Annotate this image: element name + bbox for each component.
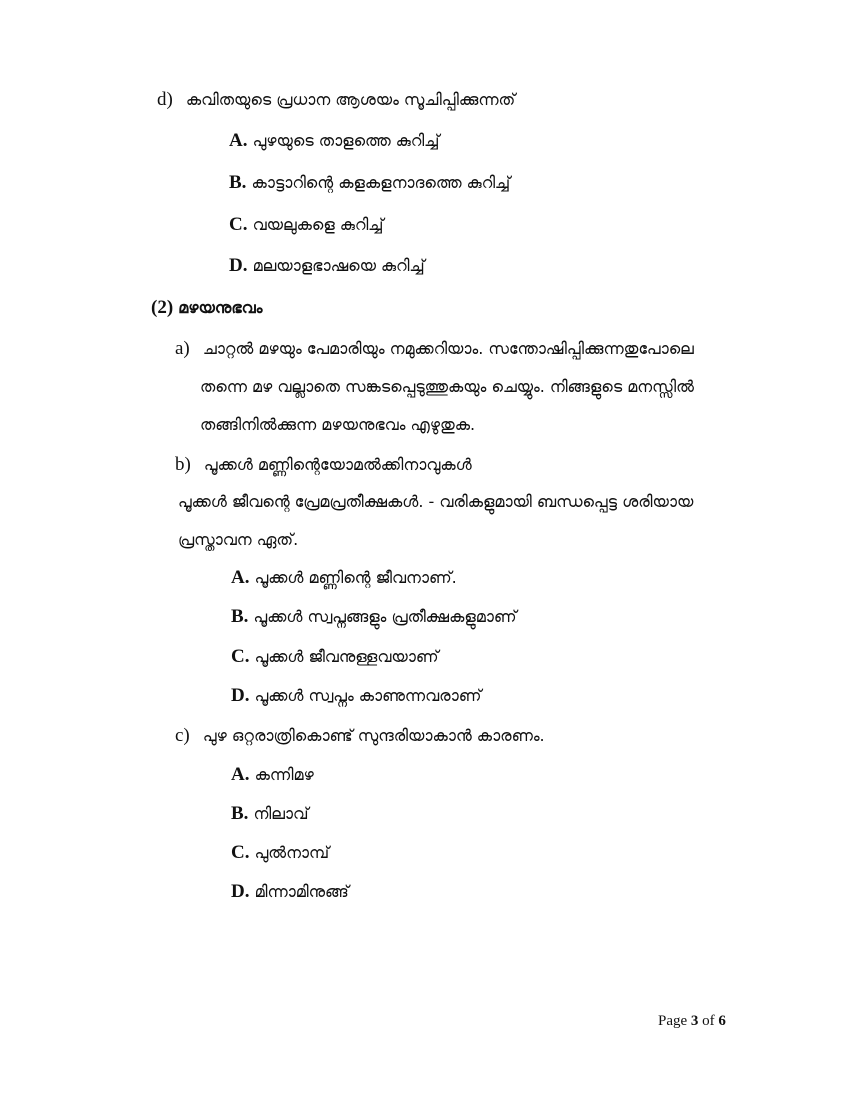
question-text-line: ചാറ്റൽ മഴയും പേമാരിയും നമുക്കറിയാം. സന്തോഷിപ്പിക്കുന്നതുപോലെ [202, 339, 694, 358]
option-label: C. [229, 214, 248, 235]
option-text: പൂക്കൾ മണ്ണിന്റെ ജീവനാണ്. [254, 568, 457, 587]
option-a [229, 131, 439, 151]
option-text: വയലുകളെ കുറിച്ച് [252, 215, 384, 234]
option-label: A. [231, 567, 250, 588]
question-b [175, 455, 472, 475]
section-number: (2) [151, 297, 174, 318]
option-a [231, 568, 457, 588]
option-d [231, 686, 481, 706]
question-text: പുഴ ഒറ്റരാത്രികൊണ്ട് സുന്ദരിയാകാൻ കാരണം. [202, 726, 545, 745]
poem-quote: പൂക്കൾ മണ്ണിന്റെയോമൽക്കിനാവുകൾ [203, 455, 472, 474]
option-text: പുഴയുടെ താളത്തെ കുറിച്ച് [252, 131, 440, 150]
question-label: c) [175, 725, 190, 746]
question-text-line: തങ്ങിനിൽക്കുന്ന മഴയനുഭവം എഴുതുക. [200, 415, 476, 434]
question-label: a) [175, 338, 190, 359]
option-label: B. [231, 606, 249, 627]
page-sep: of [702, 1013, 715, 1029]
question-label: b) [175, 454, 191, 475]
option-b [231, 804, 308, 824]
question-d [157, 90, 515, 110]
option-label: D. [231, 881, 250, 902]
question-a [175, 339, 694, 359]
option-text: പൂക്കൾ ജീവനുള്ളവയാണ് [254, 647, 439, 666]
option-label: C. [231, 646, 250, 667]
option-text: പൂക്കൾ സ്വപ്നം കാണുന്നവരാണ് [254, 686, 482, 705]
question-text-line: തന്നെ മഴ വല്ലാതെ സങ്കടപ്പെടുത്തുകയും ചെയ്യും. നിങ്ങളുടെ മനസ്സിൽ [200, 377, 694, 396]
question-text-line: പൂക്കൾ ജീവന്റെ പ്രേമപ്രതീക്ഷകൾ. - വരികളുമായി ബന്ധപ്പെട്ട ശരിയായ [178, 492, 694, 511]
option-label: A. [231, 764, 250, 785]
option-text: മിന്നാമിനുങ്ങ് [254, 882, 349, 901]
section-title: മഴയനുഭവം [178, 298, 263, 317]
page-current: 3 [690, 1013, 699, 1029]
option-c [231, 647, 439, 667]
section-heading [151, 298, 262, 318]
option-a [231, 765, 314, 785]
question-text-line: പ്രസ്താവന ഏത്. [178, 530, 299, 549]
option-c [229, 215, 383, 235]
option-text: മലയാളഭാഷയെ കുറിച്ച് [252, 256, 425, 275]
question-c [175, 726, 545, 746]
page-number [658, 1013, 726, 1030]
page-prefix: Page [658, 1013, 688, 1029]
option-text: നിലാവ് [253, 804, 309, 823]
option-label: D. [229, 255, 248, 276]
option-text: കന്നിമഴ [254, 765, 314, 784]
option-text: പുൽനാമ്പ് [254, 843, 330, 862]
option-label: D. [231, 685, 250, 706]
question-text: കവിതയുടെ പ്രധാന ആശയം സൂചിപ്പിക്കുന്നത് [185, 90, 516, 109]
option-text: പൂക്കൾ സ്വപ്നങ്ങളും പ്രതീക്ഷകളുമാണ് [253, 607, 517, 626]
option-text: കാട്ടാറിന്റെ കളകളനാദത്തെ കുറിച്ച് [251, 173, 511, 192]
option-d [231, 882, 349, 902]
option-b [229, 173, 510, 193]
option-label: B. [231, 803, 249, 824]
option-d [229, 256, 425, 276]
page-total: 6 [718, 1013, 726, 1029]
option-b [231, 607, 517, 627]
question-label: d) [157, 89, 173, 110]
option-c [231, 843, 329, 863]
option-label: B. [229, 172, 247, 193]
option-label: C. [231, 842, 250, 863]
option-label: A. [229, 130, 248, 151]
